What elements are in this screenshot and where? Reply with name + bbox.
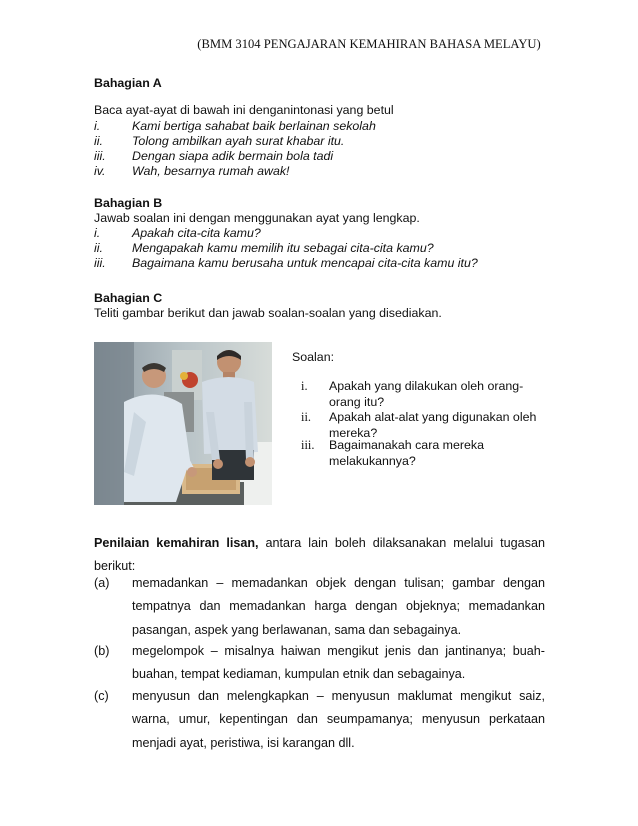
question-num: i. — [301, 379, 308, 393]
classroom-photo — [94, 342, 272, 505]
section-a-item-num: iii. — [94, 149, 106, 163]
section-a-item-num: i. — [94, 119, 101, 133]
section-b-title: Bahagian B — [94, 196, 163, 210]
page-header: (BMM 3104 PENGAJARAN KEMAHIRAN BAHASA MELAYU) — [197, 37, 541, 51]
section-a-item-num: ii. — [94, 134, 103, 148]
section-a-item-text: Tolong ambilkan ayah surat khabar itu. — [132, 134, 345, 148]
section-a-title: Bahagian A — [94, 76, 162, 90]
assessment-rest: antara lain boleh dilaksanakan melalui tugasan berikut: — [94, 536, 545, 574]
assessment-item-text: megelompok – misalnya haiwan mengikut jenis dan jantinanya; buah-buahan, tempat kediaman, kumpulan etnik dan sebagainya. — [132, 644, 545, 682]
assessment-item-text: menyusun dan melengkapkan – menyusun maklumat mengikut saiz, warna, umur, kepentingan dan seumpamanya; menyusun perkataan menjadi ayat, peristiwa, isi karangan dll. — [132, 689, 545, 750]
question-text: Bagaimanakah cara mereka melakukannya? — [329, 438, 484, 468]
section-b-item-num: ii. — [94, 241, 103, 255]
section-a-item-text: Dengan siapa adik bermain bola tadi — [132, 149, 334, 163]
section-b-item-num: i. — [94, 226, 101, 240]
assessment-item-label: (b) — [94, 644, 110, 658]
section-b-item-text: Apakah cita-cita kamu? — [132, 226, 261, 240]
question-num: ii. — [301, 410, 311, 424]
section-b-item-text: Mengapakah kamu memilih itu sebagai cita-cita kamu? — [132, 241, 434, 255]
assessment-item-text: memadankan – memadankan objek dengan tulisan; gambar dengan tempatnya dan memadankan harga dengan objeknya; memadankan pasangan, aspek yang berlawanan, sama dan sebagainya. — [132, 576, 545, 637]
section-c-instruction: Teliti gambar berikut dan jawab soalan-soalan yang disediakan. — [94, 306, 442, 320]
section-b-instruction: Jawab soalan ini dengan menggunakan ayat yang lengkap. — [94, 211, 420, 225]
section-a-item-text: Wah, besarnya rumah awak! — [132, 164, 290, 178]
question-text: Apakah alat-alat yang digunakan oleh mereka? — [329, 410, 537, 440]
section-b-item-text: Bagaimana kamu berusaha untuk mencapai cita-cita kamu itu? — [132, 256, 478, 270]
soalan-label: Soalan: — [292, 350, 335, 364]
section-a-item-num: iv. — [94, 164, 106, 178]
question-num: iii. — [301, 438, 315, 452]
section-a-item-text: Kami bertiga sahabat baik berlainan sekolah — [132, 119, 376, 133]
question-text: Apakah yang dilakukan oleh orang-orang itu? — [329, 379, 524, 409]
section-c-title: Bahagian C — [94, 291, 163, 305]
assessment-item-label: (c) — [94, 689, 109, 703]
section-a-instruction: Baca ayat-ayat di bawah ini denganintonasi yang betul — [94, 103, 394, 117]
section-b-item-num: iii. — [94, 256, 106, 270]
assessment-bold: Penilaian kemahiran lisan, — [94, 536, 259, 550]
assessment-item-label: (a) — [94, 576, 110, 590]
